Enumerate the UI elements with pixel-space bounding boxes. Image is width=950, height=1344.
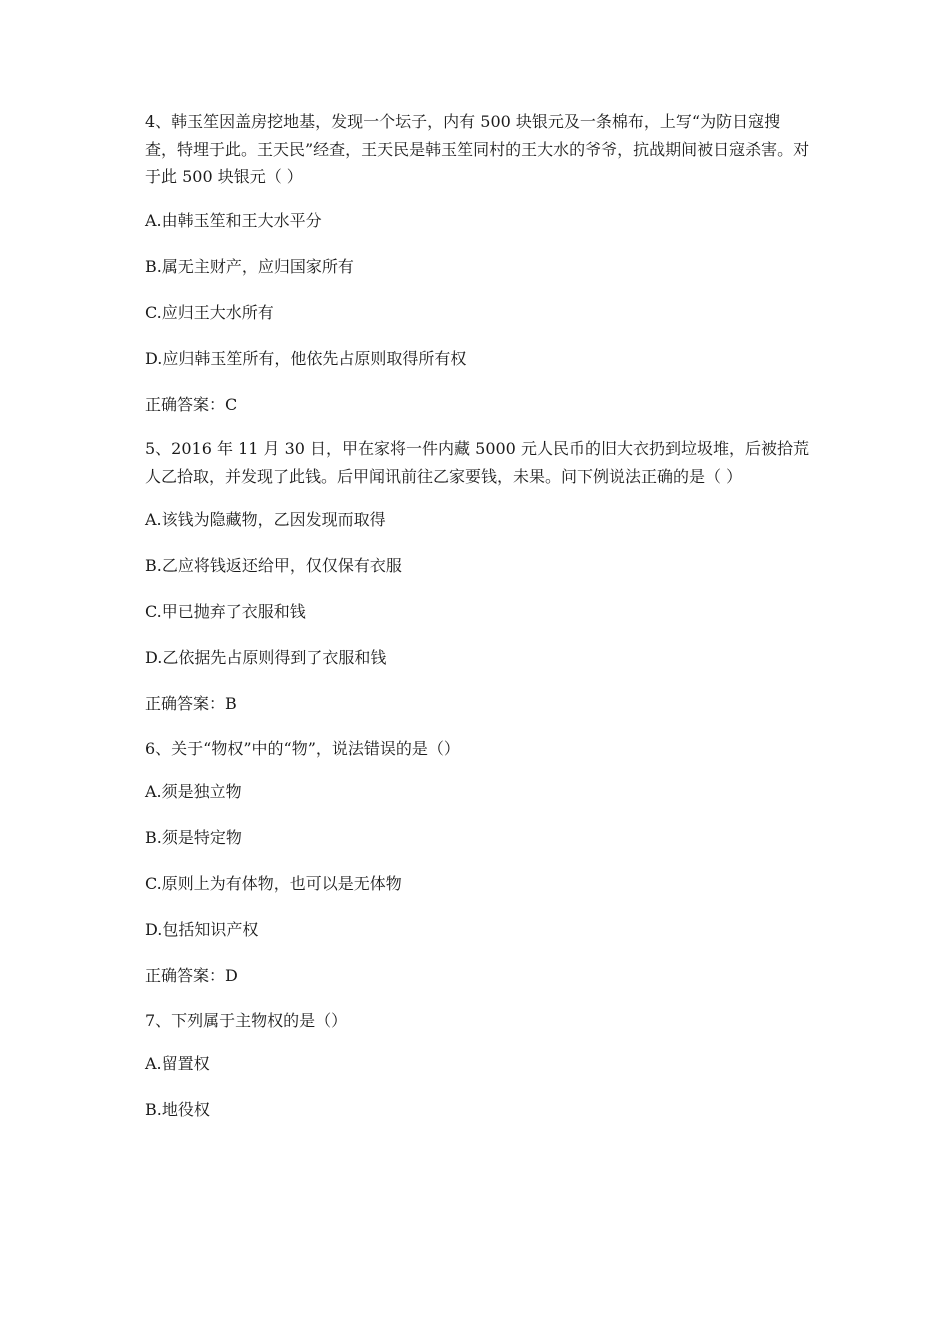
option-b: B.地役权 [145,1100,210,1119]
question-stem: 5、2016 年 11 月 30 日，甲在家将一件内藏 5000 元人民币的旧大衣扔到垃圾堆，后被拾荒人乙拾取，并发现了此钱。后甲闻讯前往乙家要钱，未果。问下例说法正确的是（ ） [145,439,809,486]
option-c: C.应归王大水所有 [145,302,274,322]
option-a: A.须是独立物 [145,782,242,801]
option-c: C.原则上为有体物，也可以是无体物 [145,874,402,893]
correct-answer: 正确答案：C [145,394,238,414]
question-block [145,108,810,418]
option-a: A.由韩玉笙和王大水平分 [145,210,322,230]
question-stem: 7、下列属于主物权的是（） [145,1010,348,1030]
option-b: B.须是特定物 [145,828,242,847]
option-d: D.应归韩玉笙所有，他依先占原则取得所有权 [145,348,467,368]
document-page [145,108,810,1142]
question-block [145,1007,810,1124]
question-block [145,435,810,718]
question-stem: 4、韩玉笙因盖房挖地基，发现一个坛子，内有 500 块银元及一条棉布，上写“为防日寇搜查，特埋于此。王天民”经查，王天民是韩玉笙同村的王大水的爷爷，抗战期间被日寇杀害。对于此 500 块银元（ ） [145,112,810,186]
option-b: B.乙应将钱返还给甲，仅仅保有衣服 [145,556,402,575]
option-b: B.属无主财产，应归国家所有 [145,256,354,276]
option-a: A.留置权 [145,1054,210,1073]
option-d: D.乙依据先占原则得到了衣服和钱 [145,648,387,667]
question-block [145,735,810,990]
correct-answer: 正确答案：D [145,966,238,985]
option-a: A.该钱为隐藏物，乙因发现而取得 [145,510,386,529]
option-c: C.甲已抛弃了衣服和钱 [145,602,306,621]
option-d: D.包括知识产权 [145,920,259,939]
correct-answer: 正确答案：B [145,694,237,713]
question-stem: 6、关于“物权”中的“物”，说法错误的是（） [145,738,460,758]
